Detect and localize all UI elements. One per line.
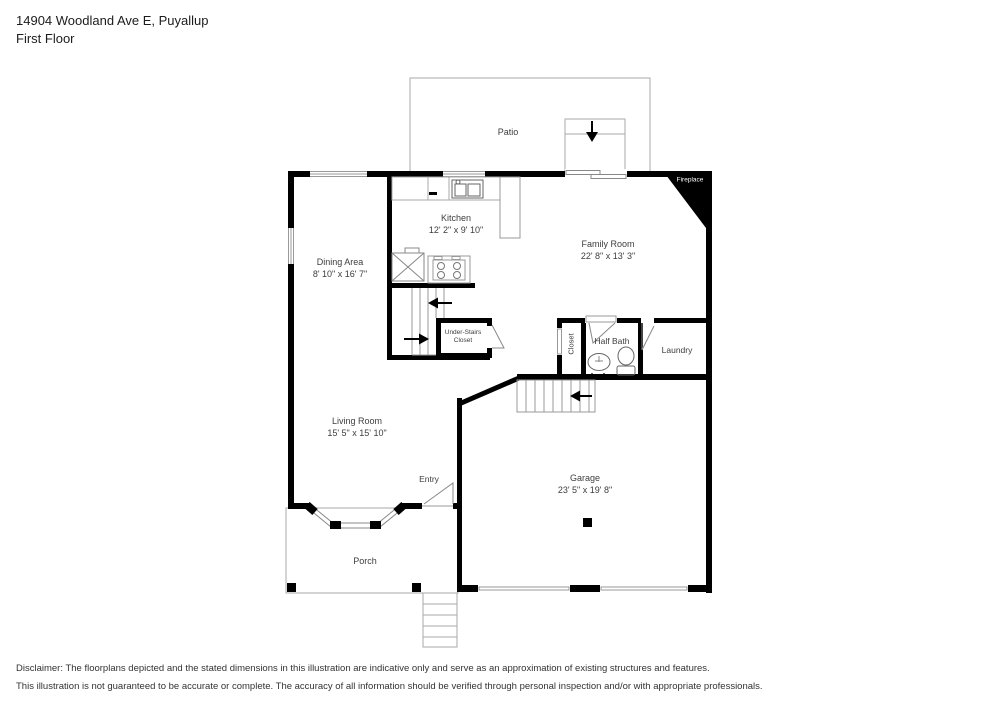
closet-door-opening	[557, 328, 562, 355]
laundry-door-opening	[641, 318, 654, 323]
garage-label	[558, 472, 612, 496]
understairs-door-swing	[492, 325, 504, 348]
dining-area-label	[313, 256, 367, 280]
dining-area-name: Dining Area	[316, 257, 364, 267]
half-bath-label: Half Bath	[594, 336, 630, 346]
stove-icon	[428, 256, 470, 283]
left-wall-window	[288, 228, 294, 264]
floor-title: First Floor	[16, 31, 75, 46]
kitchen-name: Kitchen	[440, 213, 472, 223]
bathroom-sink-icon	[588, 354, 610, 377]
entry-door-swing	[424, 483, 453, 504]
living-room-label	[327, 415, 386, 439]
top-wall-window-1	[310, 171, 367, 177]
laundry-label: Laundry	[661, 345, 693, 355]
kitchen-label	[429, 212, 483, 236]
fireplace-label: Fireplace	[676, 176, 704, 184]
family-room-name: Family Room	[581, 239, 635, 249]
patio-outline	[410, 78, 650, 174]
under-stairs-closet-label	[436, 329, 490, 345]
patio-label: Patio	[497, 127, 519, 137]
top-wall-window-2	[443, 171, 485, 177]
garage-dims: 23' 5" x 19' 8"	[557, 485, 613, 495]
kitchen-sink-icon	[452, 180, 483, 198]
living-room-name: Living Room	[331, 416, 383, 426]
kitchen-dims: 12' 2" x 9' 10"	[428, 225, 484, 235]
garage-post	[583, 518, 592, 527]
stairs-landing-arrow-icon	[404, 334, 429, 345]
under-stairs-line2: Closet	[453, 337, 473, 344]
laundry-door-swing	[642, 323, 654, 350]
living-room-dims: 15' 5" x 15' 10"	[327, 428, 387, 438]
family-room-dims: 22' 8" x 13' 3"	[580, 251, 636, 261]
porch-label: Porch	[353, 556, 377, 566]
garage-diagonal-wall	[459, 378, 519, 404]
porch-posts	[287, 583, 421, 592]
address-title: 14904 Woodland Ave E, Puyallup	[16, 13, 209, 28]
disclaimer-line-2: This illustration is not guaranteed to be accurate or complete. The accuracy of all information should be verified through personal inspection and/or with appropriate professionals.	[16, 681, 763, 692]
entry-door-opening	[422, 503, 453, 509]
dishwasher-handle	[429, 192, 437, 195]
stairs-up-arrow-icon	[428, 298, 452, 309]
refrigerator-icon	[500, 177, 520, 238]
under-stairs-line1: Under-Stairs	[444, 329, 482, 336]
dining-area-dims: 8' 10" x 16' 7"	[312, 269, 368, 279]
patio-sliding-door	[565, 169, 627, 179]
garage-name: Garage	[569, 473, 601, 483]
patio-steps-arrow-icon	[586, 121, 598, 142]
toilet-icon	[617, 347, 635, 375]
kitchen-counter	[392, 177, 500, 200]
island-cabinet-icon	[392, 248, 424, 281]
closet-label: Closet	[566, 333, 576, 355]
family-room-label	[581, 238, 635, 262]
entry-label: Entry	[419, 474, 439, 484]
half-bath-door-opening	[585, 316, 617, 323]
disclaimer-line-1: Disclaimer: The floorplans depicted and the stated dimensions in this illustration are indicative only and serve as an approximation of existing structures and features.	[16, 663, 710, 674]
